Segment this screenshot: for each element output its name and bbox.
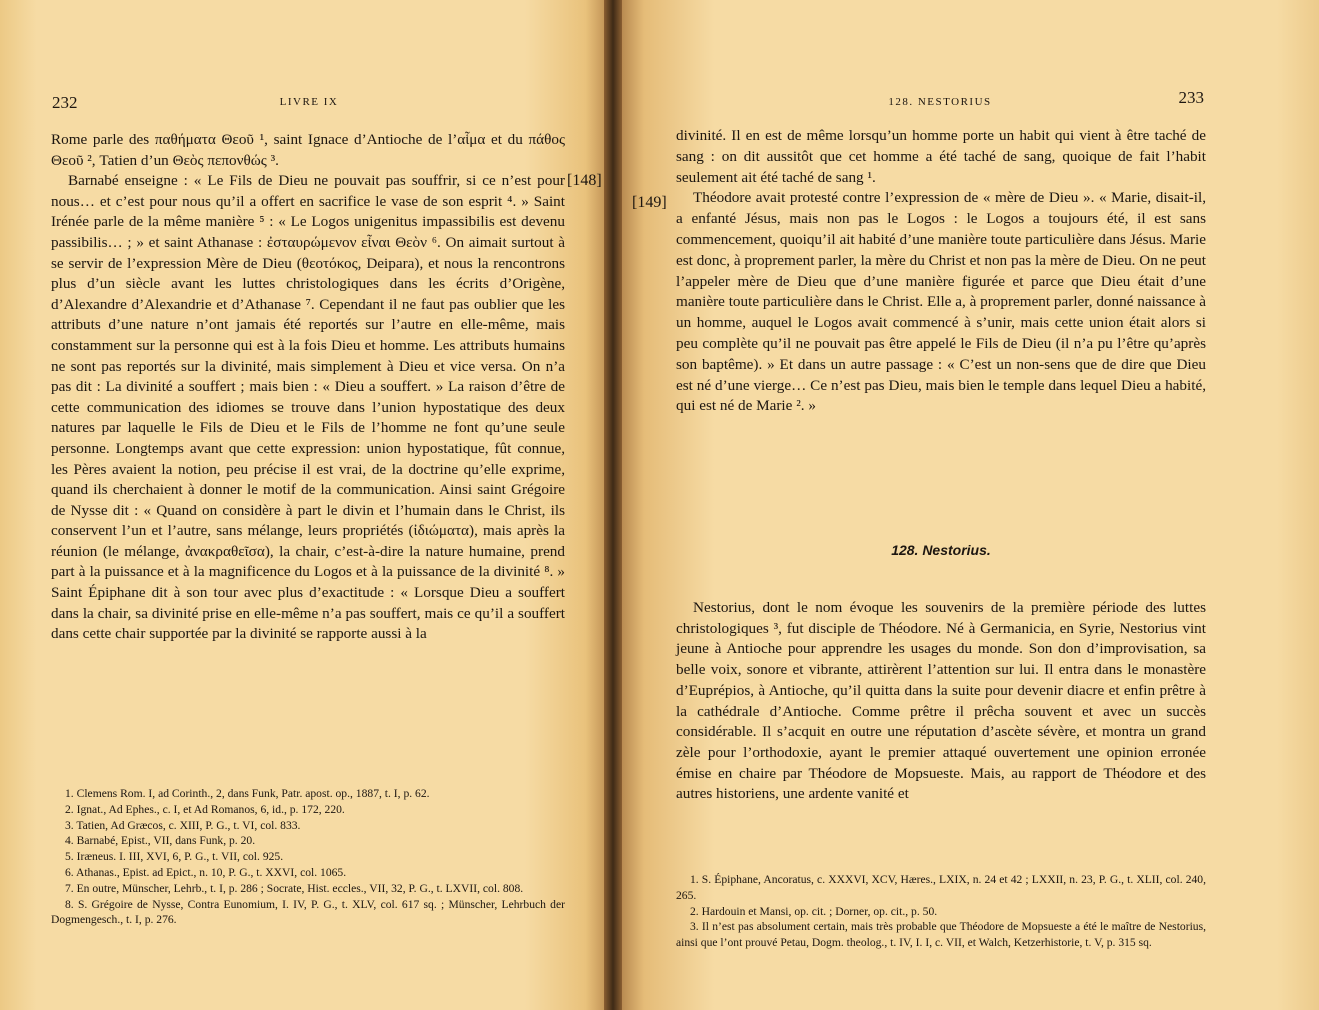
- footnote: 4. Barnabé, Epist., VII, dans Funk, p. 20.: [65, 834, 256, 848]
- right-page-number: 233: [1178, 88, 1204, 107]
- right-page: [616, 0, 1319, 1010]
- right-page-body: [676, 126, 1206, 417]
- margin-marker-148: [148]: [567, 172, 602, 189]
- footnote: 7. En outre, Münscher, Lehrb., t. I, p. 286 ; Socrate, Hist. eccles., VII, 32, P. G., t. LXVII, col. 808.: [65, 881, 524, 895]
- left-page: [0, 0, 610, 1010]
- right-page-header: [676, 88, 1204, 120]
- margin-marker-149: [149]: [632, 194, 667, 211]
- footnote: 6. Athanas., Epist. ad Epict., n. 10, P. G., t. XXVI, col. 1065.: [65, 865, 347, 879]
- left-footnotes: [51, 786, 565, 928]
- right-footnotes: [676, 872, 1206, 951]
- footnote: 5. Iræneus. I. III, XVI, 6, P. G., t. VII, col. 925.: [65, 850, 284, 864]
- right-running-title: 128. NESTORIUS: [888, 96, 992, 108]
- left-page-header: [52, 93, 566, 120]
- footnote: 1. Clemens Rom. I, ad Corinth., 2, dans Funk, Patr. apost. op., 1887, t. I, p. 62.: [65, 787, 430, 800]
- left-paragraph-1: Rome parle des παθήματα Θεοῦ ¹, saint Ignace d’Antioche de l’αἷμα et du πάθος Θεοῦ ², Tatien d’un Θεὸς πεπονθώς ³.: [51, 131, 565, 169]
- left-page-body: [51, 130, 565, 645]
- left-running-title: LIVRE IX: [279, 96, 339, 108]
- left-page-number: 232: [52, 93, 78, 112]
- footnote: 3. Tatien, Ad Græcos, c. XIII, P. G., t. VI, col. 833.: [65, 818, 301, 832]
- left-paragraph-2: Barnabé enseigne : « Le Fils de Dieu ne pouvait pas souffrir, si ce n’est pour nous… et c’est pour nous qu’il a offert en sacrifice le vase de son esprit ⁴. » Saint Irénée parle de la même manière ⁵ : « Le Logos unigenitus impassibilis est devenu passibilis… ; » et saint Athanase : ἐσταυρώμενον εἶναι Θεὸν ⁶. On aimait surtout à se servir de l’expression Mère de Dieu (θεοτόκος, Deipara), et nous la rencontrons plus d’un siècle avant les luttes christologiques dans les écrits d’Origène, d’Alexandre d’Alexandrie et d’Athanase ⁷. Cependant il ne faut pas oublier que les attributs d’une nature n’ont jamais été reportés sur l’autre en elle-même, mais constamment sur la personne qui est à la fois Dieu et homme. Les attributs humains ne sont pas reportés sur la divinité, mais simplement à Dieu et vice versa. On n’a pas dit : La divinité a souffert ; mais bien : « Dieu a souffert. » La raison d’être de cette communication des idiomes se trouve dans l’union hypostatique des deux natures par laquelle le Fils de Dieu et le Fils de l’homme ne font qu’une seule personne. Longtemps avant que cette expression: union hypostatique, fût connue, les Pères avaient la notion, peu précise il est vrai, de la doctrine qu’elle exprime, quand ils cherchaient à donner le motif de la communication. Ainsi saint Grégoire de Nysse dit : « Quand on considère à part le divin et l’humain dans le Christ, ils conservent l’un et l’autre, sans mélange, leurs propriétés (ἰδιώματα), mais après la réunion (le mélange, ἀνακραθεῖσα), la chair, c’est-à-dire la nature humaine, prend part à la puissance et à la magnificence du Logos et à la puissance de la divinité ⁸. » Saint Épiphane dit à son tour avec plus d’exactitude : « Lorsque Dieu a souffert dans la chair, sa divinité prise en elle-même n’a pas souffert, mais ce qu’il a souffert dans cette chair supportée par la divinité se rapporte aussi à la: [51, 172, 565, 643]
- footnote: 2. Ignat., Ad Ephes., c. I, et Ad Romanos, 6, id., p. 172, 220.: [65, 802, 345, 816]
- section-heading: 128. Nestorius.: [891, 542, 991, 558]
- footnote: 2. Hardouin et Mansi, op. cit. ; Dorner, op. cit., p. 50.: [690, 904, 938, 918]
- section-body: [676, 598, 1206, 805]
- footnote: 3. Il n’est pas absolument certain, mais très probable que Théodore de Mopsueste a été le maître de Nestorius, ainsi que l’ont prouvé Petau, Dogm. theolog., t. IV, I. I, c. VII, et Walch, Ketzerhistorie, t. V, p. 315 sq.: [676, 920, 1206, 950]
- book-gutter: [604, 0, 622, 1010]
- right-paragraph-2: Théodore avait protesté contre l’expression de « mère de Dieu ». « Marie, disait-il, a enfanté Jésus, mais non pas le Logos : le Logos a toujours été, il est sans commencement, quoiqu’il ait habité d’une manière toute particulière dans Jésus. Marie est donc, à proprement parler, la mère du Christ et non pas la mère de Dieu. On ne peut l’appeler mère de Dieu que d’une manière figurée et parce que Dieu était d’une manière toute particulière dans le Christ. Elle a, à proprement parler, donné naissance à un homme, auquel le Logos avait commencé à s’unir, mais cette union était alors si peu complète qu’il ne pouvait pas être appelé le Fils de Dieu (il n’a pu l’être qu’après son baptême). » Et dans un autre passage : « C’est un non-sens que de dire que Dieu est né d’une vierge… Ce n’est pas Dieu, mais bien le temple dans lequel Dieu a habité, qui est né de Marie ². »: [676, 189, 1206, 415]
- section-paragraph-1: Nestorius, dont le nom évoque les souvenirs de la première période des luttes christologiques ³, fut disciple de Théodore. Né à Germanicia, en Syrie, Nestorius vint jeune à Antioche pour apprendre les usages du monde. Son don d’improvisation, sa belle voix, sonore et vibrante, attirèrent l’attention sur lui. Il entra dans le monastère d’Euprépios, à Antioche, qu’il quitta dans la suite pour devenir diacre et enfin prêtre à la cathédrale d’Antioche. Comme prêtre il prêcha souvent et avec un succès considérable. Il s’acquit en outre une réputation d’ascète sévère, et montra un grand zèle pour l’orthodoxie, ayant le premier attaqué ouvertement une opinion erronée émise en chaire par Théodore de Mopsueste. Mais, au rapport de Théodore et des autres historiens, une ardente vanité et: [676, 599, 1206, 803]
- footnote: 8. S. Grégoire de Nysse, Contra Eunomium, I. IV, P. G., t. XLV, col. 617 sq. ; Münscher, Lehrbuch der Dogmengesch., t. I, p. 276.: [51, 897, 565, 927]
- right-paragraph-1: divinité. Il en est de même lorsqu’un homme porte un habit qui vient à être taché de sang : on dit aussitôt que cet homme a été taché de sang, quoique de fait l’habit seulement ait été taché de sang ¹.: [676, 127, 1206, 186]
- footnote: 1. S. Épiphane, Ancoratus, c. XXXVI, XCV, Hæres., LXIX, n. 24 et 42 ; LXXII, n. 23, P. G., t. XLII, col. 240, 265.: [676, 873, 1206, 902]
